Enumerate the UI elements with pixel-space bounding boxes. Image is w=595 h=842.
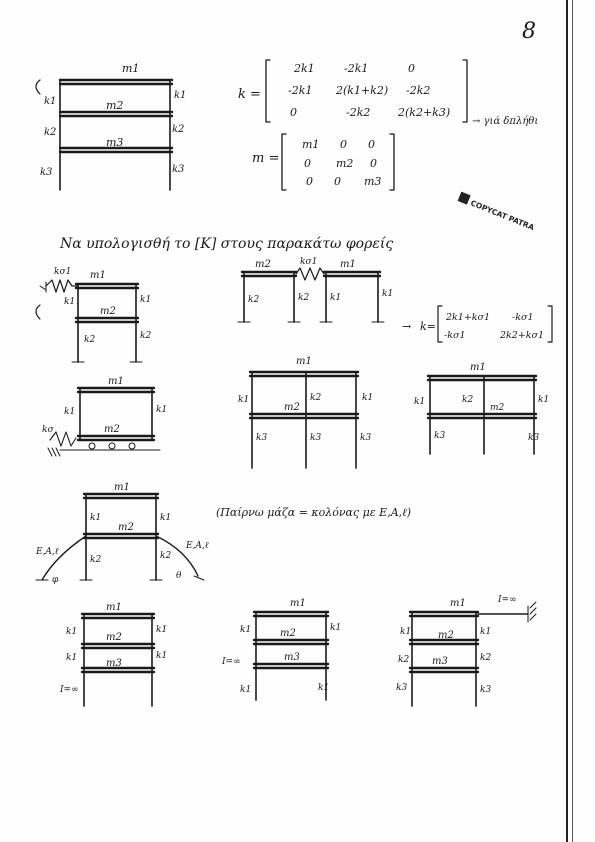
label-k1: k1 (238, 395, 250, 405)
label-phi: φ (52, 575, 59, 585)
label-inf: I=∞ (60, 685, 79, 695)
label-m2: m2 (255, 259, 271, 270)
frame-coupled-portals (238, 257, 393, 322)
k-r3c3: 2(k2+k3) (398, 106, 451, 119)
label-k2: k2 (248, 295, 260, 305)
frame-bottom-middle (221, 598, 341, 700)
k-r1c2: -2k1 (344, 62, 369, 75)
label-k3: k3 (480, 685, 492, 695)
label-m1: m1 (108, 376, 124, 387)
note-line: (Παίρνω μάζα = κολόνας με E,A,ℓ) (216, 506, 412, 519)
label-m1: m1 (290, 598, 306, 609)
label-k1: k1 (400, 627, 412, 637)
label-k1: k1 (90, 513, 102, 523)
label-eal-right: E,A,ℓ (186, 541, 209, 551)
label-m3: m3 (284, 652, 300, 663)
label-k1: k1 (66, 653, 78, 663)
label-m2: m2 (100, 306, 116, 317)
label-k2: k2 (398, 655, 410, 665)
label-m3: m3 (106, 136, 124, 149)
label-k3-left: k3 (40, 167, 53, 178)
label-inf: I=∞ (498, 595, 517, 605)
k-r1c3: 0 (408, 62, 415, 75)
label-m3: m3 (432, 656, 448, 667)
label-m2: m2 (118, 522, 134, 533)
label-m1: m1 (122, 62, 140, 75)
page-number: 8 (522, 19, 536, 44)
label-k3: k3 (434, 431, 446, 441)
label-m1: m1 (106, 602, 122, 613)
m-r3c3: m3 (364, 175, 382, 188)
label-k1-left: k1 (44, 96, 57, 107)
label-ks1: kσ1 (54, 267, 72, 277)
label-m1: m1 (90, 270, 106, 281)
k-r3c2: -2k2 (346, 106, 371, 119)
label-ks1: kσ1 (300, 257, 318, 267)
m-r2c1: 0 (304, 157, 311, 170)
label-k1: k1 (156, 405, 168, 415)
m-r2c3: 0 (370, 157, 377, 170)
frame-two-storey-spring (40, 267, 151, 362)
matrix-k-symbol: k = (238, 87, 261, 102)
label-k1: k1 (318, 683, 330, 693)
label-k1: k1 (538, 395, 550, 405)
matrix-m-symbol: m = (252, 151, 280, 166)
label-k3: k3 (360, 433, 372, 443)
label-m1: m1 (114, 482, 130, 493)
label-ks: kσ (42, 425, 54, 435)
label-m3: m3 (106, 658, 122, 669)
matrix-k-note: → γιά δπλήθι (472, 116, 539, 127)
label-k1: k1 (330, 293, 342, 303)
label-k1: k1 (64, 297, 76, 307)
k-r2c3: -2k2 (406, 84, 431, 97)
k2-r2c2: 2k2+kσ1 (500, 330, 545, 341)
k-r3c1: 0 (290, 106, 297, 119)
frame-inclined-members (35, 482, 209, 585)
matrix-k (238, 60, 538, 127)
label-k3: k3 (310, 433, 322, 443)
k2-r1c2: -kσ1 (512, 312, 534, 323)
label-k1: k1 (362, 393, 374, 403)
label-m2: m2 (280, 628, 296, 639)
label-k1: k1 (330, 623, 342, 633)
label-k2: k2 (84, 335, 96, 345)
label-k3: k3 (528, 433, 540, 443)
label-k2: k2 (462, 395, 474, 405)
frame-three-storey (40, 62, 186, 190)
label-k2: k2 (480, 653, 492, 663)
frame-double-bay (238, 356, 373, 468)
label-m2: m2 (106, 632, 122, 643)
frame-on-rollers (42, 376, 167, 456)
label-m2: m2 (490, 403, 505, 413)
label-k2-left: k2 (44, 127, 57, 138)
k-r2c2: 2(k1+k2) (336, 84, 389, 97)
label-k2: k2 (160, 551, 172, 561)
m-r3c1: 0 (306, 175, 313, 188)
label-k1: k1 (140, 295, 152, 305)
matrix-k2-symbol: k= (420, 320, 436, 333)
label-k1: k1 (156, 651, 168, 661)
copycat-stamp (457, 192, 536, 233)
label-k3-right: k3 (172, 164, 185, 175)
label-m1: m1 (470, 362, 486, 373)
label-k1: k1 (156, 625, 168, 635)
matrix-k2 (402, 306, 552, 342)
label-k1: k1 (240, 685, 252, 695)
punch-hole-mark (36, 80, 40, 94)
matrix-m (252, 134, 394, 190)
k-r1c1: 2k1 (294, 62, 315, 75)
k-r2c1: -2k1 (288, 84, 313, 97)
label-k2: k2 (140, 331, 152, 341)
label-k1: k1 (414, 397, 426, 407)
label-k2: k2 (310, 393, 322, 403)
m-r1c2: 0 (340, 138, 347, 151)
label-m2: m2 (284, 402, 300, 413)
label-eal-left: E,A,ℓ (36, 547, 59, 557)
label-k2-right: k2 (172, 124, 185, 135)
label-k1: k1 (64, 407, 76, 417)
label-k1: k1 (240, 625, 252, 635)
label-k1: k1 (160, 513, 172, 523)
label-m2: m2 (104, 424, 120, 435)
label-m1: m1 (296, 356, 312, 367)
frame-bottom-right (396, 595, 536, 706)
stamp-text: COPYCAT PATRA (469, 198, 536, 233)
frame-double-bay-right (414, 362, 549, 454)
m-r3c2: 0 (334, 175, 341, 188)
m-r1c1: m1 (302, 138, 320, 151)
label-inf: I=∞ (222, 657, 241, 667)
punch-hole-mark (36, 305, 40, 319)
label-m2: m2 (106, 99, 124, 112)
label-m1: m1 (340, 259, 356, 270)
frame-bottom-left (59, 602, 167, 706)
label-k1: k1 (66, 627, 78, 637)
label-k2: k2 (298, 293, 310, 303)
label-k1: k1 (382, 289, 394, 299)
k2-r2c1: -kσ1 (444, 330, 466, 341)
instruction-text: Να υπολογισθή το [K] στους παρακάτω φορείς (60, 236, 394, 252)
label-m1: m1 (450, 598, 466, 609)
k2-r1c1: 2k1+kσ1 (446, 312, 491, 323)
m-r1c3: 0 (368, 138, 375, 151)
label-theta: θ (176, 571, 182, 581)
m-r2c2: m2 (336, 157, 354, 170)
label-m2: m2 (438, 630, 454, 641)
label-k3: k3 (256, 433, 268, 443)
label-k2: k2 (90, 555, 102, 565)
label-k1-right: k1 (174, 90, 187, 101)
label-k1: k1 (480, 627, 492, 637)
arrow: → (402, 320, 412, 333)
label-k3: k3 (396, 683, 408, 693)
